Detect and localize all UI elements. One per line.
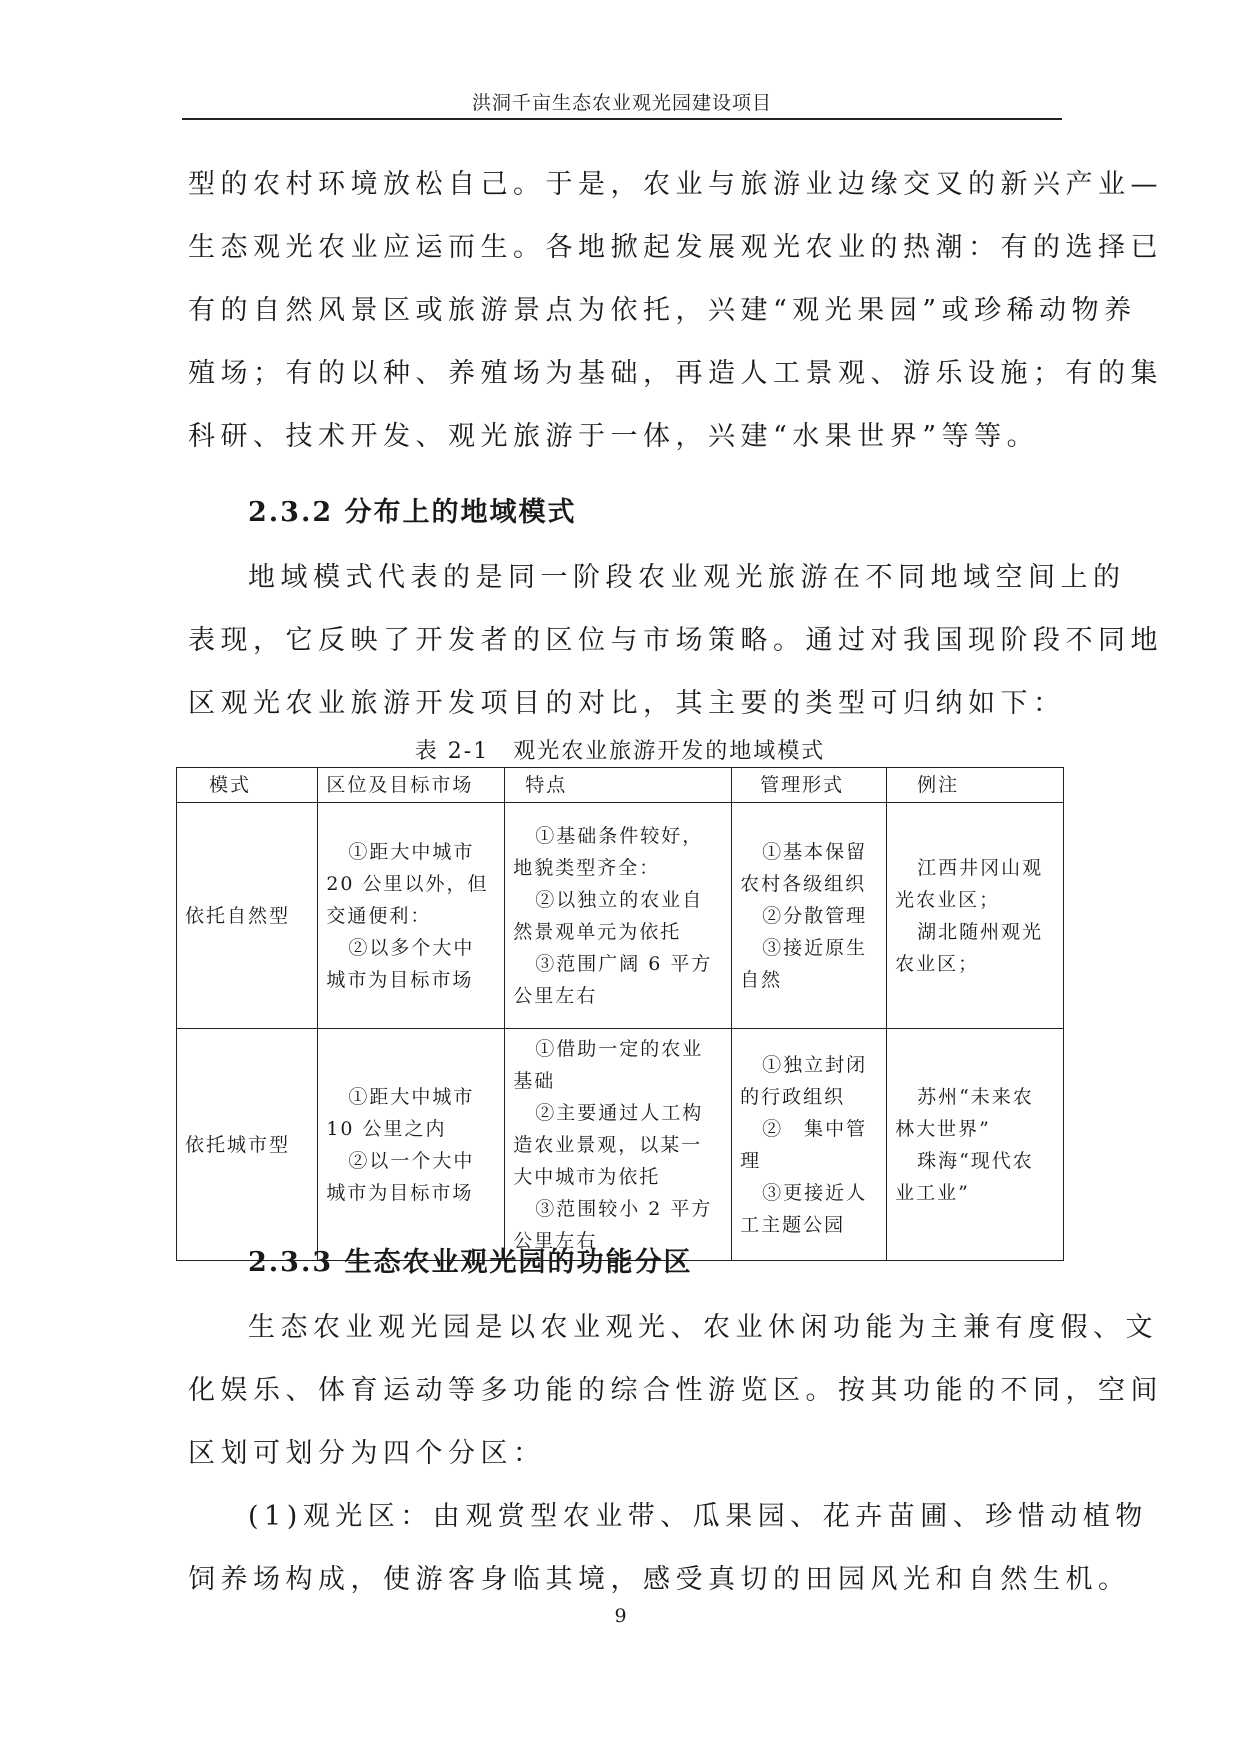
column-header: 例注 bbox=[887, 768, 1064, 803]
body-line: 饲养场构成，使游客身临其境，感受真切的田园风光和自然生机。 bbox=[188, 1564, 1131, 1595]
column-header: 特点 bbox=[505, 768, 732, 803]
column-header: 模式 bbox=[177, 768, 318, 803]
mode-cell: 依托城市型 bbox=[177, 1029, 318, 1261]
management-cell: ①基本保留 农村各级组织 ②分散管理 ③接近原生 自然 bbox=[732, 803, 887, 1029]
features-cell: ①借助一定的农业 基础 ②主要通过人工构 造农业景观，以某一 大中城市为依托 ③范围较小 2 平方 公里左右 bbox=[505, 1029, 732, 1261]
body-line: 有的自然风景区或旅游景点为依托，兴建“观光果园”或珍稀动物养 bbox=[188, 295, 1137, 326]
table-header-row bbox=[177, 768, 1064, 803]
location-cell: ①距大中城市 10 公里之内 ②以一个大中 城市为目标市场 bbox=[318, 1029, 505, 1261]
mode-cell: 依托自然型 bbox=[177, 803, 318, 1029]
column-header: 管理形式 bbox=[732, 768, 887, 803]
management-cell: ①独立封闭 的行政组织 ② 集中管 理 ③更接近人 工主题公园 bbox=[732, 1029, 887, 1261]
body-line: 生态农业观光园是以农业观光、农业休闲功能为主兼有度假、文 bbox=[248, 1312, 1158, 1343]
section-heading-2-3-2: 2.3.2 分布上的地域模式 bbox=[248, 497, 577, 528]
table-row bbox=[177, 1029, 1064, 1261]
examples-cell: 苏州“未来农 林大世界” 珠海“现代农 业工业” bbox=[887, 1029, 1064, 1261]
section-heading-2-3-3: 2.3.3 生态农业观光园的功能分区 bbox=[248, 1247, 693, 1278]
features-cell: ①基础条件较好， 地貌类型齐全： ②以独立的农业自 然景观单元为依托 ③范围广阔 6 平方 公里左右 bbox=[505, 803, 732, 1029]
location-cell: ①距大中城市 20 公里以外，但 交通便利： ②以多个大中 城市为目标市场 bbox=[318, 803, 505, 1029]
body-line: 化娱乐、体育运动等多功能的综合性游览区。按其功能的不同，空间 bbox=[188, 1375, 1163, 1406]
body-line: 区划可划分为四个分区： bbox=[188, 1438, 546, 1469]
table-row bbox=[177, 803, 1064, 1029]
body-line: 生态观光农业应运而生。各地掀起发展观光农业的热潮：有的选择已 bbox=[188, 232, 1163, 263]
header-rule bbox=[182, 118, 1062, 120]
table-caption: 表 2-1 观光农业旅游开发的地域模式 bbox=[414, 739, 826, 764]
body-line: 科研、技术开发、观光旅游于一体，兴建“水果世界”等等。 bbox=[188, 421, 1040, 452]
body-line: 区观光农业旅游开发项目的对比，其主要的类型可归纳如下： bbox=[188, 688, 1066, 719]
body-line: 型的农村环境放松自己。于是，农业与旅游业边缘交叉的新兴产业— bbox=[188, 169, 1163, 200]
page-number: 9 bbox=[614, 1605, 627, 1627]
regional-mode-table bbox=[176, 767, 1064, 1261]
column-header: 区位及目标市场 bbox=[318, 768, 505, 803]
body-line: 表现，它反映了开发者的区位与市场策略。通过对我国现阶段不同地 bbox=[188, 625, 1163, 656]
body-line: 殖场；有的以种、养殖场为基础，再造人工景观、游乐设施；有的集 bbox=[188, 358, 1163, 389]
body-line: 地域模式代表的是同一阶段农业观光旅游在不同地域空间上的 bbox=[248, 562, 1126, 593]
running-header: 洪洞千亩生态农业观光园建设项目 bbox=[471, 92, 772, 114]
examples-cell: 江西井冈山观 光农业区； 湖北随州观光 农业区； bbox=[887, 803, 1064, 1029]
body-line: (1)观光区：由观赏型农业带、瓜果园、花卉苗圃、珍惜动植物 bbox=[248, 1501, 1148, 1532]
